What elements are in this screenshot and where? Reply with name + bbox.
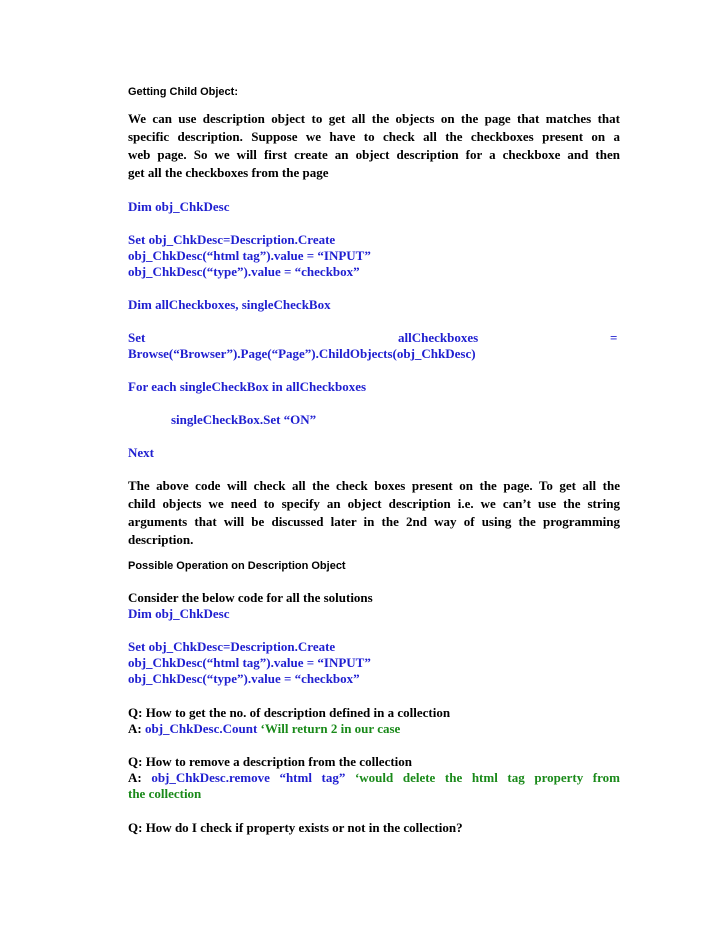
code2-set: Set obj_ChkDesc=Description.Create bbox=[128, 639, 336, 654]
code-childobjects: Browse(“Browser”).Page(“Page”).ChildObjects(obj_ChkDesc) bbox=[128, 346, 476, 361]
answer-1 bbox=[128, 721, 400, 737]
question-2: Q: How to remove a description from the collection bbox=[128, 754, 413, 769]
answer-2-label: A: bbox=[128, 770, 152, 785]
para2-line-3: arguments that will be discussed later in the 2nd way of using the programming bbox=[128, 514, 620, 529]
code-set-on: singleCheckBox.Set “ON” bbox=[171, 412, 317, 427]
consider-text: Consider the below code for all the solutions bbox=[128, 590, 373, 605]
para2-line-2: child objects we need to specify an object description i.e. we can’t use the string bbox=[128, 496, 620, 511]
intro-line-3: web page. So we will first create an object description for a checkboxe and then bbox=[128, 147, 620, 162]
question-1: Q: How to get the no. of description defined in a collection bbox=[128, 705, 451, 720]
heading-getting-child-object: Getting Child Object: bbox=[128, 86, 238, 98]
answer-2 bbox=[128, 770, 620, 786]
intro-line-1: We can use description object to get all the objects on the page that matches that bbox=[128, 111, 620, 126]
code-dim-allcheckboxes: Dim allCheckboxes, singleCheckBox bbox=[128, 297, 331, 312]
heading-possible-operation: Possible Operation on Description Object bbox=[128, 560, 346, 572]
code-dim-chkdesc: Dim obj_ChkDesc bbox=[128, 199, 230, 214]
intro-line-2: specific description. Suppose we have to check all the checkboxes present on a bbox=[128, 129, 620, 144]
question-3: Q: How do I check if property exists or not in the collection? bbox=[128, 820, 463, 835]
code-html-tag: obj_ChkDesc(“html tag”).value = “INPUT” bbox=[128, 248, 371, 263]
code-for-each: For each singleCheckBox in allCheckboxes bbox=[128, 379, 367, 394]
answer-1-comment: ‘Will return 2 in our case bbox=[257, 721, 401, 736]
answer-2-comment-cont: the collection bbox=[128, 786, 202, 801]
code-type: obj_ChkDesc(“type”).value = “checkbox” bbox=[128, 264, 360, 279]
answer-1-code: obj_ChkDesc.Count bbox=[144, 721, 258, 736]
code-set-chkdesc: Set obj_ChkDesc=Description.Create bbox=[128, 232, 336, 247]
answer-2-comment: ‘would delete the html tag property from bbox=[345, 770, 620, 785]
code-set-allcheckboxes: allCheckboxes bbox=[398, 330, 479, 345]
code2-html-tag: obj_ChkDesc(“html tag”).value = “INPUT” bbox=[128, 655, 371, 670]
code2-type: obj_ChkDesc(“type”).value = “checkbox” bbox=[128, 671, 360, 686]
code-set-equals: = bbox=[610, 330, 618, 345]
answer-2-code: obj_ChkDesc.remove “html tag” bbox=[151, 770, 346, 785]
answer-1-label: A: bbox=[128, 721, 145, 736]
code-set-keyword: Set bbox=[128, 330, 146, 345]
code-next: Next bbox=[128, 445, 154, 460]
intro-line-4: get all the checkboxes from the page bbox=[128, 165, 329, 180]
para2-line-1: The above code will check all the check boxes present on the page. To get all the bbox=[128, 478, 620, 493]
code2-dim: Dim obj_ChkDesc bbox=[128, 606, 230, 621]
para2-line-4: description. bbox=[128, 532, 194, 547]
